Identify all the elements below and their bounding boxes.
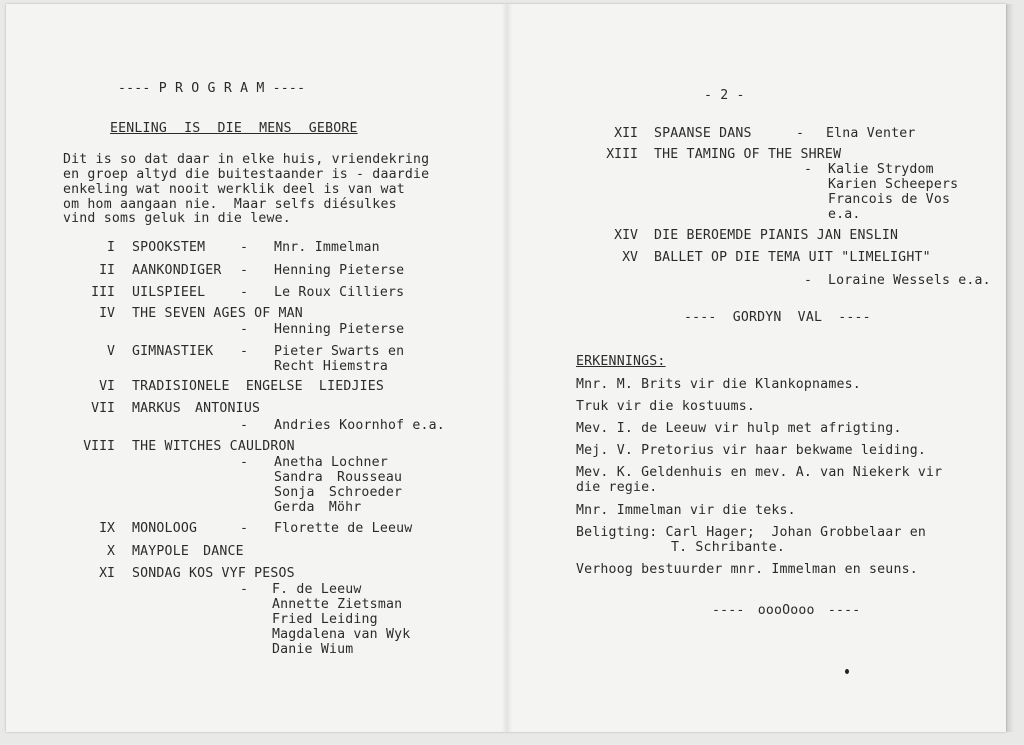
item-number: XIII: [606, 147, 638, 162]
item-name: Gerda Möhr: [274, 500, 362, 515]
item-dash: -: [240, 240, 249, 255]
item-title: MARKUS ANTONIUS: [132, 401, 261, 416]
item-title: MONOLOOG: [132, 521, 198, 536]
item-title: SPAANSE DANS: [654, 126, 752, 141]
acknowledgement-line: Truk vir die kostuums.: [576, 399, 756, 414]
item-number: XV: [622, 250, 638, 265]
item-name: Florette de Leeuw: [274, 521, 413, 536]
item-name: Magdalena van Wyk: [272, 627, 411, 642]
item-dash: -: [240, 285, 249, 300]
acknowledgement-line: die regie.: [576, 480, 658, 495]
item-title: BALLET OP DIE TEMA UIT "LIMELIGHT": [654, 250, 931, 265]
curtain-line: ---- GORDYN VAL ----: [684, 310, 871, 325]
item-name: e.a.: [828, 207, 861, 222]
item-number: VII: [91, 401, 115, 416]
item-title: THE WITCHES CAULDRON: [132, 439, 295, 454]
item-name: Recht Hiemstra: [274, 359, 388, 374]
item-title: AANKONDIGER: [132, 263, 222, 278]
page-number: - 2 -: [704, 88, 745, 103]
item-title: THE SEVEN AGES OF MAN: [132, 306, 303, 321]
item-name: Pieter Swarts en: [274, 344, 405, 359]
item-name: Sonja Schroeder: [274, 485, 403, 500]
intro-line-3: enkeling wat nooit werklik deel is van wat: [63, 182, 405, 197]
item-dash: -: [240, 263, 249, 278]
acknowledgements-heading: ERKENNINGS:: [576, 354, 666, 369]
item-dash: -: [240, 322, 249, 337]
item-dash: -: [804, 273, 813, 288]
item-name: Francois de Vos: [828, 192, 951, 207]
item-number: XI: [99, 566, 115, 581]
item-name: Anetha Lochner: [274, 455, 388, 470]
acknowledgement-line: Mnr. M. Brits vir die Klankopnames.: [576, 377, 861, 392]
item-name: Elna Venter: [826, 126, 916, 141]
acknowledgement-line: T. Schribante.: [671, 540, 785, 555]
item-dash: -: [240, 582, 249, 597]
item-name: Sandra Rousseau: [274, 470, 403, 485]
item-dash: -: [240, 521, 249, 536]
item-name: F. de Leeuw: [272, 582, 362, 597]
intro-line-2: en groep altyd die buitestaander is - daardie: [63, 167, 430, 182]
item-title: DIE BEROEMDE PIANIS JAN ENSLIN: [654, 228, 899, 243]
item-title: SONDAG KOS VYF PESOS: [132, 566, 295, 581]
intro-line-4: om hom aangaan nie. Maar selfs diésulkes: [63, 197, 397, 212]
program-title: EENLING IS DIE MENS GEBORE: [110, 121, 358, 136]
item-number: VIII: [83, 439, 115, 454]
intro-line-1: Dit is so dat daar in elke huis, vriendekring: [63, 152, 430, 167]
item-title: MAYPOLE DANCE: [132, 544, 244, 559]
item-dash: -: [240, 344, 249, 359]
item-name: Fried Leiding: [272, 612, 378, 627]
center-fold: [502, 4, 512, 732]
item-number: I: [107, 240, 115, 255]
item-number: V: [107, 344, 115, 359]
item-number: X: [107, 544, 115, 559]
item-title: THE TAMING OF THE SHREW: [654, 147, 842, 162]
acknowledgement-line: Mej. V. Pretorius vir haar bekwame leiding.: [576, 443, 927, 458]
item-dash: -: [240, 455, 249, 470]
item-title: UILSPIEEL: [132, 285, 206, 300]
item-name: Andries Koornhof e.a.: [274, 418, 445, 433]
item-number: IV: [99, 306, 115, 321]
item-name: Danie Wium: [272, 642, 354, 657]
acknowledgement-line: Beligting: Carl Hager; Johan Grobbelaar en: [576, 525, 927, 540]
item-name: Henning Pieterse: [274, 263, 405, 278]
item-dash: -: [240, 418, 249, 433]
item-number: XII: [614, 126, 638, 141]
program-booklet: [6, 4, 1006, 732]
item-title: SPOOKSTEM: [132, 240, 206, 255]
item-name: Annette Zietsman: [272, 597, 403, 612]
item-name: Kalie Strydom: [828, 162, 934, 177]
acknowledgement-line: Verhoog bestuurder mnr. Immelman en seuns.: [576, 562, 918, 577]
item-name: Henning Pieterse: [274, 322, 405, 337]
item-dash: -: [796, 126, 805, 141]
item-name: Mnr. Immelman: [274, 240, 380, 255]
item-number: VI: [99, 379, 115, 394]
acknowledgement-line: Mnr. Immelman vir die teks.: [576, 503, 796, 518]
item-number: XIV: [614, 228, 638, 243]
program-header: ---- P R O G R A M ----: [118, 81, 306, 96]
acknowledgement-line: Mev. I. de Leeuw vir hulp met afrigting.: [576, 421, 902, 436]
item-name: Le Roux Cilliers: [274, 285, 405, 300]
acknowledgement-line: Mev. K. Geldenhuis en mev. A. van Niekerk vir: [576, 465, 943, 480]
item-title: TRADISIONELE ENGELSE LIEDJIES: [132, 379, 385, 394]
intro-line-5: vind soms geluk in die lewe.: [63, 211, 291, 226]
ink-spot: [845, 669, 849, 674]
item-title: GIMNASTIEK: [132, 344, 214, 359]
item-name: Karien Scheepers: [828, 177, 959, 192]
item-dash: -: [804, 162, 813, 177]
item-name: Loraine Wessels e.a.: [828, 273, 991, 288]
page-edge-shadow: [1006, 4, 1014, 732]
closing-ornament: ---- oooOooo ----: [712, 603, 861, 618]
item-number: IX: [99, 521, 115, 536]
item-number: II: [99, 263, 115, 278]
item-number: III: [91, 285, 115, 300]
